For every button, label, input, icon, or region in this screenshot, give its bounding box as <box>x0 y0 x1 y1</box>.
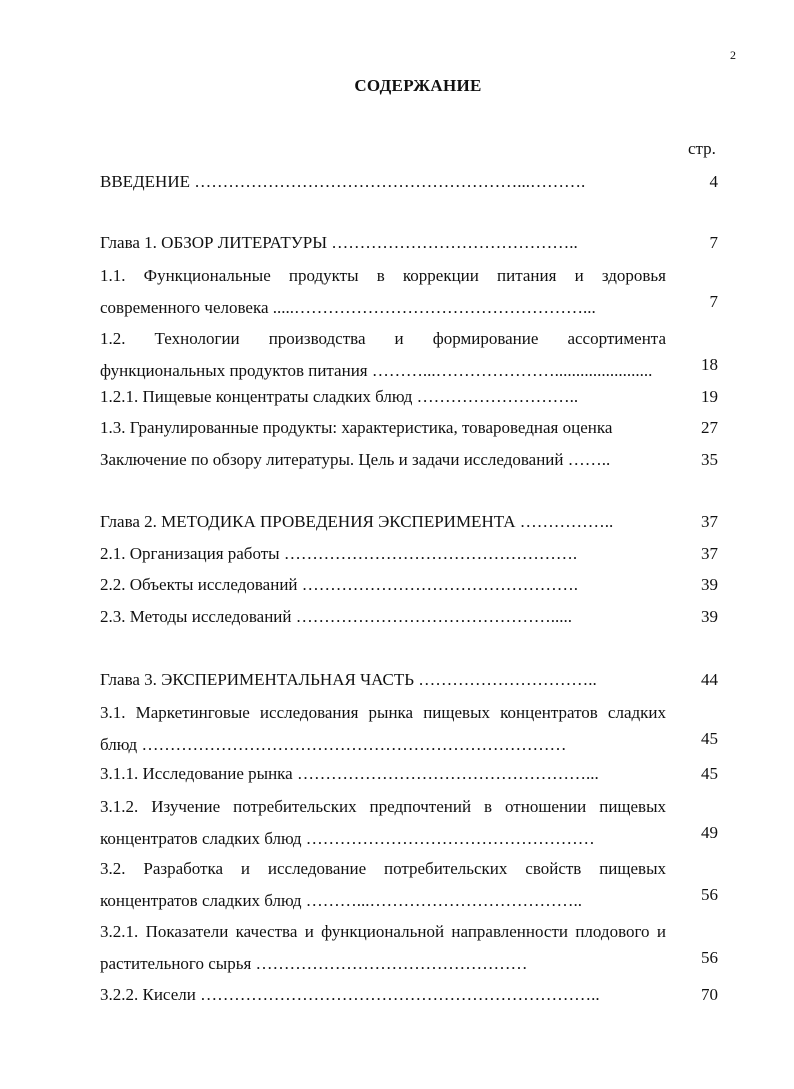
page-title: СОДЕРЖАНИЕ <box>354 76 482 95</box>
toc-entry-title: Заключение по обзору литературы. Цель и задачи исследований …….. <box>100 450 611 469</box>
toc-entry-title: 1.3. Гранулированные продукты: характеристика, товароведная оценка <box>100 418 613 437</box>
page-column-header: стр. <box>688 139 716 158</box>
toc-entry-page: 37 <box>701 544 718 563</box>
toc-entry-title: 2.3. Методы исследований ………………………………………..... <box>100 607 573 626</box>
toc-entry-page: 39 <box>701 607 718 626</box>
toc-entry-page: 44 <box>701 670 718 689</box>
toc-entry-page: 49 <box>701 823 718 842</box>
toc-entry-page: 19 <box>701 387 718 406</box>
toc-entry-title: 2.1. Организация работы ……………………………………………. <box>100 544 578 563</box>
toc-entry-title: 3.2.1. Показатели качества и функциональной направленности плодового и растительного сырья ………………………………………… <box>100 922 666 973</box>
toc-entry-title: 3.2.2. Кисели …………………………………………………………….. <box>100 985 600 1004</box>
toc-entry-page: 56 <box>701 948 718 967</box>
toc-entry-page: 70 <box>701 985 718 1004</box>
toc-entry-title: 1.2.1. Пищевые концентраты сладких блюд ……………………….. <box>100 387 579 406</box>
toc-entry-title: Глава 2. МЕТОДИКА ПРОВЕДЕНИЯ ЭКСПЕРИМЕНТА …………….. <box>100 512 614 531</box>
toc-entry-title: 3.1.2. Изучение потребительских предпочтений в отношении пищевых концентратов сладких блюд …………………………………………… <box>100 797 666 848</box>
toc-entry-page: 4 <box>709 172 718 191</box>
toc-entry-page: 35 <box>701 450 718 469</box>
toc-entry-title: 3.1. Маркетинговые исследования рынка пищевых концентратов сладких блюд ………………………………………………………………… <box>100 703 666 754</box>
toc-entry-page: 37 <box>701 512 718 531</box>
toc-entry-title: 1.1. Функциональные продукты в коррекции питания и здоровья современного человека .....……………………………………………... <box>100 266 666 317</box>
toc-entry-page: 18 <box>701 355 718 374</box>
toc-entry-page: 7 <box>709 292 718 311</box>
toc-entry-title: 3.2. Разработка и исследование потребительских свойств пищевых концентратов сладких блюд ………...……………………………….. <box>100 859 666 910</box>
toc-entry-page: 39 <box>701 575 718 594</box>
toc-entry-title: Глава 1. ОБЗОР ЛИТЕРАТУРЫ …………………………………….. <box>100 233 578 252</box>
page-number: 2 <box>730 48 736 62</box>
toc-entry-title: 2.2. Объекты исследований …………………………………………. <box>100 575 579 594</box>
toc-entry-page: 27 <box>701 418 718 437</box>
toc-entry-page: 45 <box>701 764 718 783</box>
toc-entry-title: ВВЕДЕНИЕ …………………………………………………...………. <box>100 172 586 191</box>
toc-entry-page: 45 <box>701 729 718 748</box>
toc-entry-title: Глава 3. ЭКСПЕРИМЕНТАЛЬНАЯ ЧАСТЬ ………………………….. <box>100 670 597 689</box>
toc-entry-title: 3.1.1. Исследование рынка ……………………………………………... <box>100 764 599 783</box>
toc-entry-page: 56 <box>701 885 718 904</box>
toc-entry-title: 1.2. Технологии производства и формирование ассортимента функциональных продуктов питания ………...…………………....................... <box>100 329 666 380</box>
toc-entry-page: 7 <box>709 233 718 252</box>
